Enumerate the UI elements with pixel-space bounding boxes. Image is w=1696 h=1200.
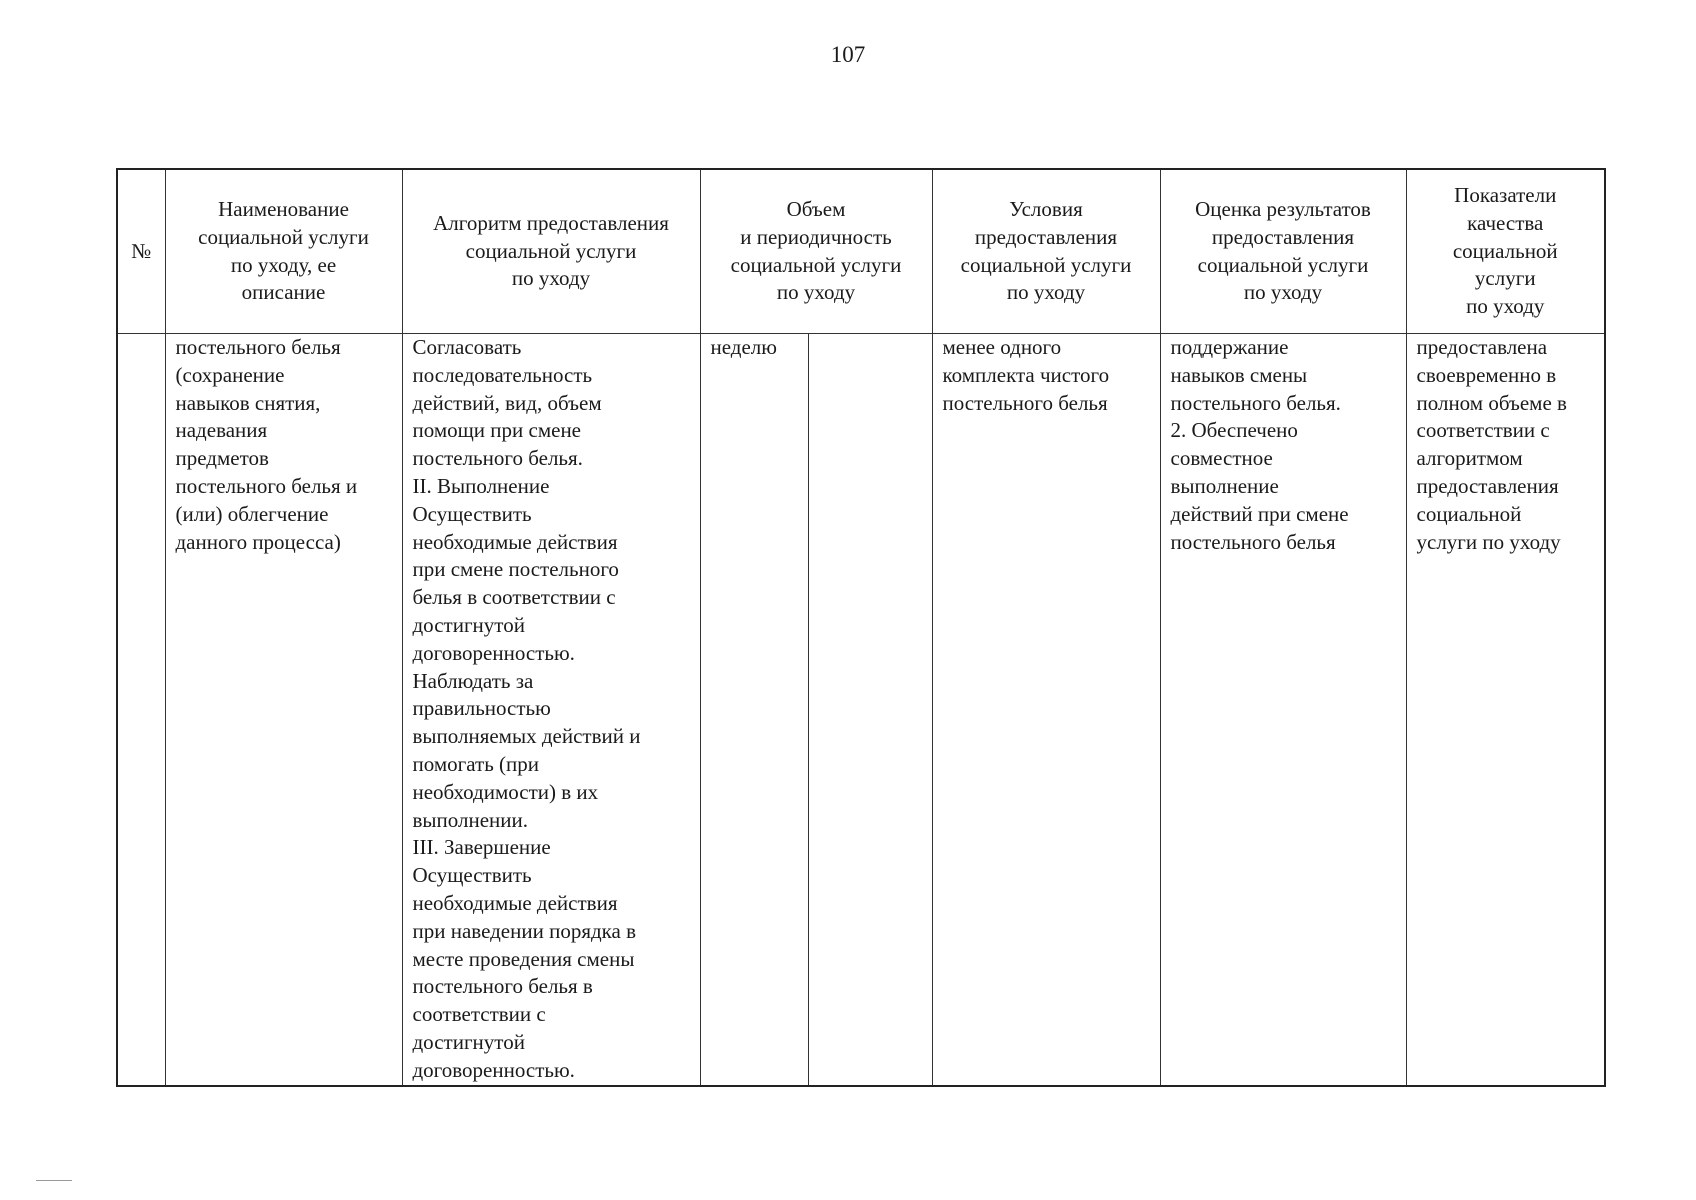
cell-number <box>117 334 165 1086</box>
page-number: 107 <box>830 42 866 67</box>
header-algorithm: Алгоритм предоставления социальной услуги по уходу <box>402 169 700 334</box>
header-volume: Объем и периодичность социальной услуги по уходу <box>700 169 932 334</box>
cell-volume-a: неделю <box>700 334 808 1086</box>
cell-algorithm: Согласовать последовательность действий, вид, объем помощи при смене постельного белья. II. Выполнение Осуществить необходимые действия при смене постельного белья в соответствии с достигнутой договоренностью. Наблюдать за правильностью выполняемых действий и помогать (при необходимости) в их выполнении. III. Завершение Осуществить необходимые действия при наведении порядка в месте проведения смены постельного белья в соответствии с достигнутой договоренностью. <box>402 334 700 1086</box>
header-number: № <box>117 169 165 334</box>
cell-name: постельного белья (сохранение навыков снятия, надевания предметов постельного белья и (или) облегчение данного процесса) <box>165 334 402 1086</box>
cell-volume-b <box>808 334 932 1086</box>
header-name: Наименование социальной услуги по уходу, ее описание <box>165 169 402 334</box>
header-quality: Показатели качества социальной услуги по уходу <box>1406 169 1605 334</box>
table-row <box>117 334 1605 1086</box>
cell-quality: предоставлена своевременно в полном объеме в соответствии с алгоритмом предоставления социальной услуги по уходу <box>1406 334 1605 1086</box>
scan-mark <box>36 1180 72 1181</box>
header-evaluation: Оценка результатов предоставления социальной услуги по уходу <box>1160 169 1406 334</box>
header-conditions: Условия предоставления социальной услуги по уходу <box>932 169 1160 334</box>
cell-evaluation: поддержание навыков смены постельного белья. 2. Обеспечено совместное выполнение действий при смене постельного белья <box>1160 334 1406 1086</box>
services-table <box>116 168 1606 1087</box>
table-header-row <box>117 169 1605 334</box>
cell-conditions: менее одного комплекта чистого постельного белья <box>932 334 1160 1086</box>
